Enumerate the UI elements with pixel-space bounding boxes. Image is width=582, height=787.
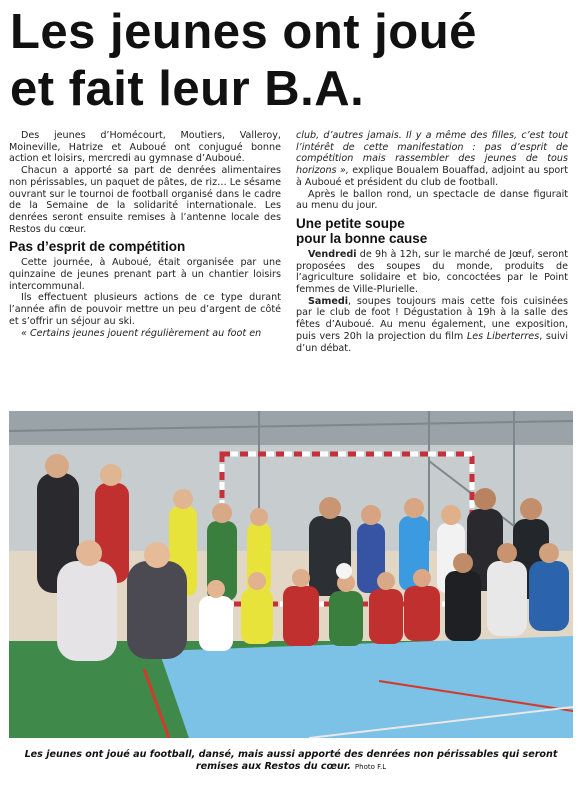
paragraph — [296, 249, 568, 296]
paragraph: Cette journée, à Auboué, était organisée par une quinzaine de jeunes prenant part à un chantier loisirs intercommunal. — [9, 257, 281, 292]
soccer-ball — [336, 563, 352, 579]
subheading — [296, 216, 568, 246]
court-floor-blue — [159, 636, 573, 738]
paragraph-text: , soupes toujours mais cette fois cuisinées par le club de foot ! Dégustation à 19h à la salle des fêtes d’Auboué. Au menu également, une exposition, puis vers 20h la projection du film — [296, 295, 568, 342]
film-title: Les Liberterres — [466, 330, 540, 342]
group-photo — [9, 411, 573, 738]
subheading: Pas d’esprit de compétition — [9, 239, 186, 255]
article-column-left — [9, 130, 281, 339]
photo-credit: Photo F.L — [354, 763, 387, 771]
headline-line-1: Les jeunes ont joué — [10, 5, 477, 59]
article-column-right — [296, 130, 568, 354]
lead-word: Samedi — [308, 295, 349, 307]
paragraph — [296, 130, 568, 189]
paragraph-text: explique Boualem Bouaffad, adjoint au sport à Auboué et président du club de football. — [296, 165, 568, 188]
quote-text: club, d’autres jamais. Il y a même des filles, c’est tout l’intérêt de cette manifestation : pas d’esprit de compétition mais rassembler des jeunes de tous horizons », — [296, 130, 568, 177]
quote-paragraph: « Certains jeunes jouent régulièrement au foot en — [21, 327, 262, 339]
lead-word: Vendredi — [308, 248, 357, 260]
photo-caption — [9, 749, 573, 773]
paragraph: Après le ballon rond, un spectacle de danse figurait au menu du jour. — [296, 188, 568, 212]
photo-illustration — [9, 411, 573, 738]
paragraph: Ils effectuent plusieurs actions de ce type durant l’année afin de pouvoir mettre un peu d’argent de côté et s’offrir un séjour au ski. — [9, 292, 281, 327]
paragraph — [296, 296, 568, 355]
paragraph: Des jeunes d’Homécourt, Moutiers, Valleroy, Moineville, Hatrize et Auboué ont conjugué bonne action et loisirs, mercredi au gymnase d’Auboué. — [9, 130, 281, 165]
headline-line-2: et fait leur B.A. — [10, 62, 365, 116]
paragraph-text: , suivi d’un débat. — [296, 330, 568, 354]
subheading-line-2: pour la bonne cause — [296, 230, 428, 246]
paragraph-text: de 9h à 12h, sur le marché de Jœuf, seront proposées des soupes du monde, produits de l’agriculture solidaire et bio, concoctées par le Point femmes de Ville-Plurielle. — [296, 248, 568, 296]
subheading-line-1: Une petite soupe — [296, 215, 405, 231]
article-headline — [10, 4, 572, 118]
paragraph: Chacun a apporté sa part de denrées alimentaires non périssables, un paquet de pâtes, de riz… Le sésame ouvrant sur le tournoi de football organisé dans le cadre de la Semaine de la solidarité internationale. Les denrées seront ensuite remises à l’antenne locale des Restos du cœur. — [9, 165, 281, 235]
gym-ceiling — [9, 411, 573, 445]
caption-text: Les jeunes ont joué au football, dansé, mais aussi apporté des denrées non périssables qui seront remises aux Restos du cœur. — [24, 749, 558, 772]
